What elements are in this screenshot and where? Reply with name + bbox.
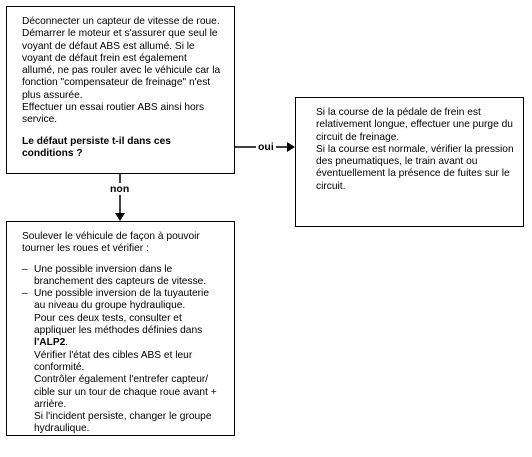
outcome-line: circuit. bbox=[316, 180, 346, 192]
instruction-line: cible sur un tour de chaque roue avant + bbox=[34, 386, 217, 398]
list-item-line: au niveau du groupe hydraulique. bbox=[34, 300, 186, 312]
yes-outcome-box bbox=[295, 97, 524, 227]
outcome-line: des pneumatiques, le train avant ou bbox=[316, 156, 478, 168]
instruction-line: Pour ces deux tests, consulter et bbox=[34, 312, 182, 324]
check-list bbox=[22, 264, 228, 313]
arrow-yes-head bbox=[287, 142, 295, 152]
instruction-line: conformité. bbox=[34, 361, 85, 373]
condition-line: plus assurée. bbox=[22, 89, 83, 101]
condition-line: service. bbox=[22, 114, 58, 126]
list-item-line: Une possible inversion de la tuyauterie bbox=[34, 288, 209, 300]
yes-label: oui bbox=[258, 141, 274, 153]
alp-reference: l'ALP2 bbox=[34, 337, 66, 349]
instruction-line: Contrôler également l'entrefer capteur/ bbox=[34, 374, 209, 386]
intro-line: tourner les roues et vérifier : bbox=[22, 243, 149, 255]
reference-line bbox=[34, 337, 228, 349]
arrow-no-head bbox=[115, 213, 125, 221]
list-item bbox=[22, 288, 228, 313]
decision-question bbox=[22, 136, 228, 161]
condition-line: voyant de défaut frein est également bbox=[22, 52, 187, 64]
reference-suffix: . bbox=[65, 337, 69, 349]
outcome-line: éventuellement la présence de fuites sur le bbox=[316, 168, 510, 180]
question-line: Le défaut persiste t-il dans ces bbox=[22, 135, 171, 147]
condition-line: Effectuer un essai routier ABS ainsi hors bbox=[22, 102, 205, 114]
outcome-line: relativement longue, effectuer une purge du bbox=[316, 119, 513, 131]
instruction-line: Vérifier l'état des cibles ABS et leur bbox=[34, 349, 193, 361]
dash-bullet: – bbox=[22, 263, 28, 275]
intro-line: Soulever le véhicule de façon à pouvoir bbox=[22, 231, 200, 242]
list-item bbox=[22, 264, 228, 289]
instructions-block bbox=[22, 313, 228, 436]
condition-line: Démarrer le moteur et s'assurer que seul le bbox=[22, 28, 218, 40]
condition-line: voyant de défaut ABS est allumé. Si le bbox=[22, 40, 195, 52]
condition-box bbox=[6, 6, 235, 174]
instruction-line: hydraulique. bbox=[34, 423, 90, 435]
question-line: conditions ? bbox=[22, 147, 83, 159]
list-item-line: Une possible inversion dans le bbox=[34, 263, 173, 275]
no-label: non bbox=[110, 183, 130, 195]
dash-bullet: – bbox=[22, 288, 28, 300]
condition-line: fonction "compensateur de freinage" n'est bbox=[22, 77, 211, 89]
instruction-line: arrière. bbox=[34, 398, 67, 410]
outcome-line: Si la course est normale, vérifier la pression bbox=[316, 143, 514, 155]
condition-line: Déconnecter un capteur de vitesse de roue. bbox=[22, 16, 220, 27]
instruction-line: Si l'incident persiste, changer le groupe bbox=[34, 411, 212, 423]
outcome-line: circuit de freinage. bbox=[316, 131, 400, 143]
no-outcome-box bbox=[6, 221, 235, 436]
outcome-line: Si la course de la pédale de frein est bbox=[316, 107, 481, 118]
instruction-line: appliquer les méthodes définies dans bbox=[34, 325, 203, 337]
list-item-line: branchement des capteurs de vitesse. bbox=[34, 275, 207, 287]
condition-line: allumé, ne pas rouler avec le véhicule car la bbox=[22, 65, 221, 77]
